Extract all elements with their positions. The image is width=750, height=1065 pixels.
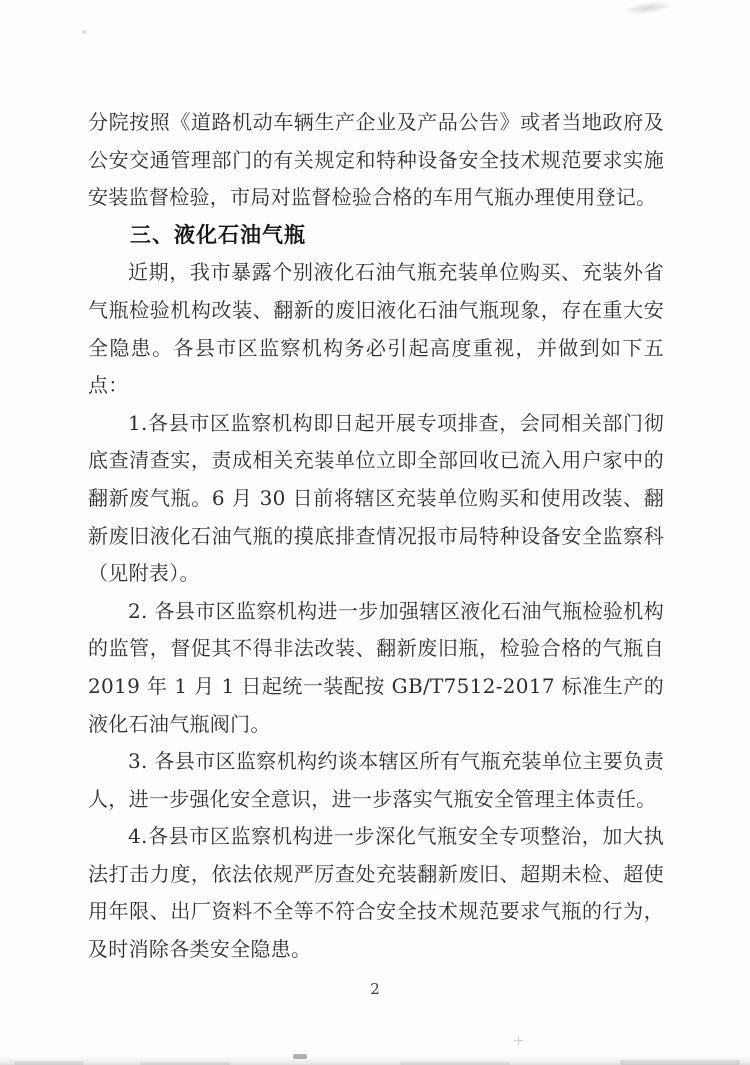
scan-smudge-artifact (620, 1060, 740, 1065)
paragraph-intro: 近期，我市暴露个别液化石油气瓶充装单位购买、充装外省气瓶检验机构改装、翻新的废旧液化石油气瓶现象，存在重大安全隐患。各县市区监察机构务必引起高度重视，并做到如下五点： (88, 260, 664, 398)
paragraph-item-4: 4.各县市区监察机构进一步深化气瓶安全专项整治，加大执法打击力度，依法依规严厉查处充装翻新废旧、超期未检、超使用年限、出厂资料不全等不符合安全技术规范要求气瓶的行为，及时消除各类安全隐患。 (88, 824, 664, 962)
document-body (88, 104, 664, 969)
paragraph-item-2: 2. 各县市区监察机构进一步加强辖区液化石油气瓶检验机构的监管，督促其不得非法改装、翻新废旧瓶，检验合格的气瓶自 2019 年 1 月 1 日起统一装配按 GB/T7512-2017 标准生产的液化石油气瓶阀门。 (88, 598, 664, 736)
section-heading-lpg-cylinders: 三、液化石油气瓶 (130, 222, 306, 247)
paragraph-item-3: 3. 各县市区监察机构约谈本辖区所有气瓶充装单位主要负责人，进一步强化安全意识，进一步落实气瓶安全管理主体责任。 (88, 749, 664, 811)
scan-smudge-artifact (293, 1054, 307, 1059)
page-number: 2 (370, 980, 380, 998)
paragraph-continued-from-previous-page: 分院按照《道路机动车辆生产企业及产品公告》或者当地政府及公安交通管理部门的有关规定和特种设备安全技术规范要求实施安装监督检验，市局对监督检验合格的车用气瓶办理使用登记。 (88, 110, 664, 210)
scan-smudge-artifact (14, 1061, 84, 1065)
scan-plus-mark-artifact (514, 1036, 523, 1045)
scan-speck-artifact (82, 30, 87, 34)
paragraph-item-1: 1.各县市区监察机构即日起开展专项排查，会同相关部门彻底查清查实，责成相关充装单位立即全部回收已流入用户家中的翻新废气瓶。6 月 30 日前将辖区充装单位购买和使用改装、翻新废旧液化石油气瓶的摸底排查情况报市局特种设备安全监察科（见附表）。 (88, 410, 664, 586)
scan-crease-artifact (621, 0, 674, 18)
